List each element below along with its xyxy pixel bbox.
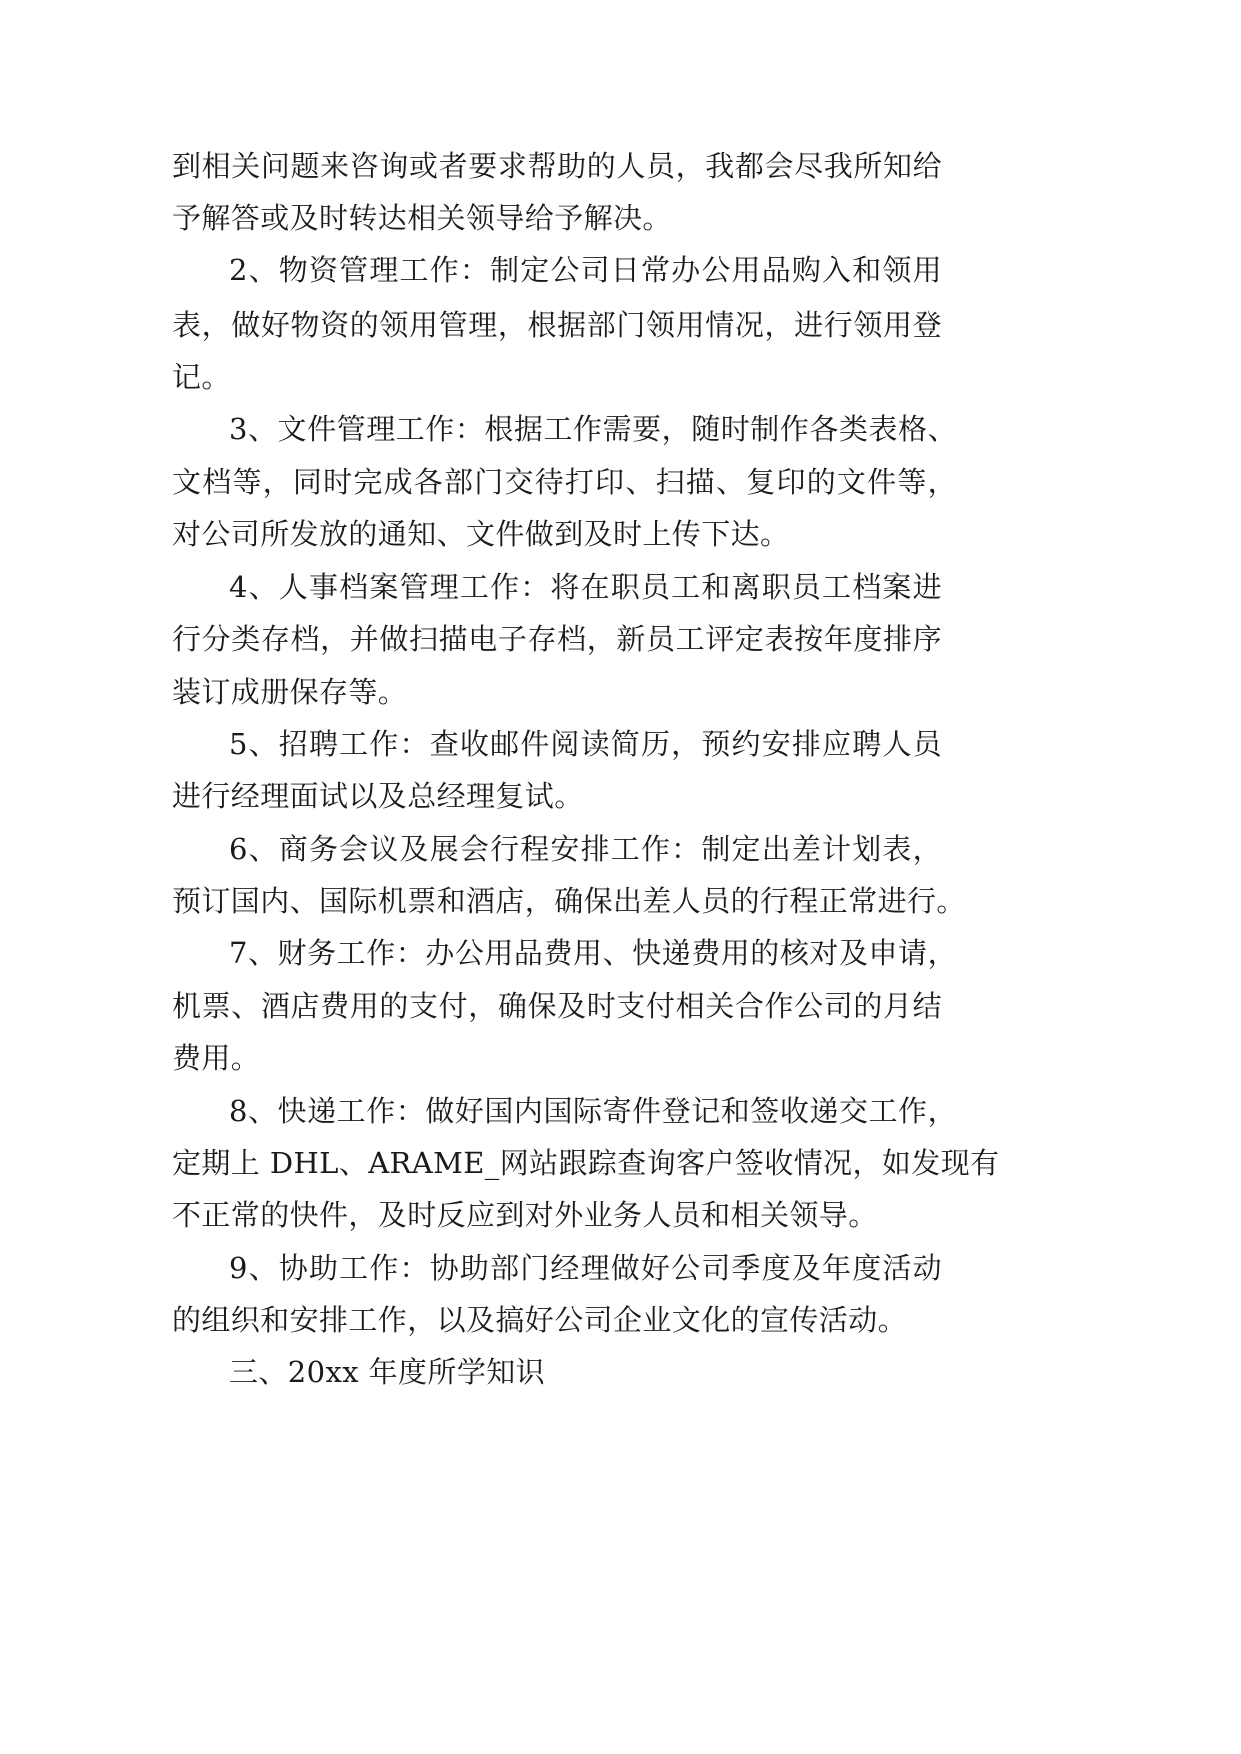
text-line: 文档等，同时完成各部门交待打印、扫描、复印的文件等， xyxy=(172,465,957,499)
text-line: 4、人事档案管理工作：将在职员工和离职员工档案进 xyxy=(229,570,942,604)
text-line: 到相关问题来咨询或者要求帮助的人员，我都会尽我所知给 xyxy=(172,149,942,183)
section-heading: 三、20xx 年度所学知识 xyxy=(229,1355,546,1389)
text-line: 2、物资管理工作：制定公司日常办公用品购入和领用 xyxy=(229,253,942,287)
text-line: 对公司所发放的通知、文件做到及时上传下达。 xyxy=(172,517,790,551)
text-line: 不正常的快件，及时反应到对外业务人员和相关领导。 xyxy=(172,1198,878,1232)
text-line: 的组织和安排工作，以及搞好公司企业文化的宣传活动。 xyxy=(172,1303,908,1337)
text-line: 表，做好物资的领用管理，根据部门领用情况，进行领用登 xyxy=(172,308,942,342)
text-line: 定期上 DHL、ARAME_网站跟踪查询客户签收情况，如发现有 xyxy=(172,1146,1000,1180)
text-line: 进行经理面试以及总经理复试。 xyxy=(172,779,584,813)
text-line: 3、文件管理工作：根据工作需要，随时制作各类表格、 xyxy=(229,412,957,446)
text-line: 6、商务会议及展会行程安排工作：制定出差计划表， xyxy=(229,832,942,866)
text-line: 行分类存档，并做扫描电子存档，新员工评定表按年度排序 xyxy=(172,622,942,656)
text-line: 机票、酒店费用的支付，确保及时支付相关合作公司的月结 xyxy=(172,989,942,1023)
text-line: 8、快递工作：做好国内国际寄件登记和签收递交工作， xyxy=(229,1094,957,1128)
text-line: 费用。 xyxy=(172,1041,261,1075)
text-line: 7、财务工作：办公用品费用、快递费用的核对及申请， xyxy=(229,936,957,970)
text-line: 记。 xyxy=(172,360,231,394)
text-line: 预订国内、国际机票和酒店，确保出差人员的行程正常进行。 xyxy=(172,884,966,918)
text-line: 5、招聘工作：查收邮件阅读简历，预约安排应聘人员 xyxy=(229,727,942,761)
text-line: 装订成册保存等。 xyxy=(172,675,408,709)
text-line: 予解答或及时转达相关领导给予解决。 xyxy=(172,201,672,235)
text-line: 9、协助工作：协助部门经理做好公司季度及年度活动 xyxy=(229,1251,942,1285)
